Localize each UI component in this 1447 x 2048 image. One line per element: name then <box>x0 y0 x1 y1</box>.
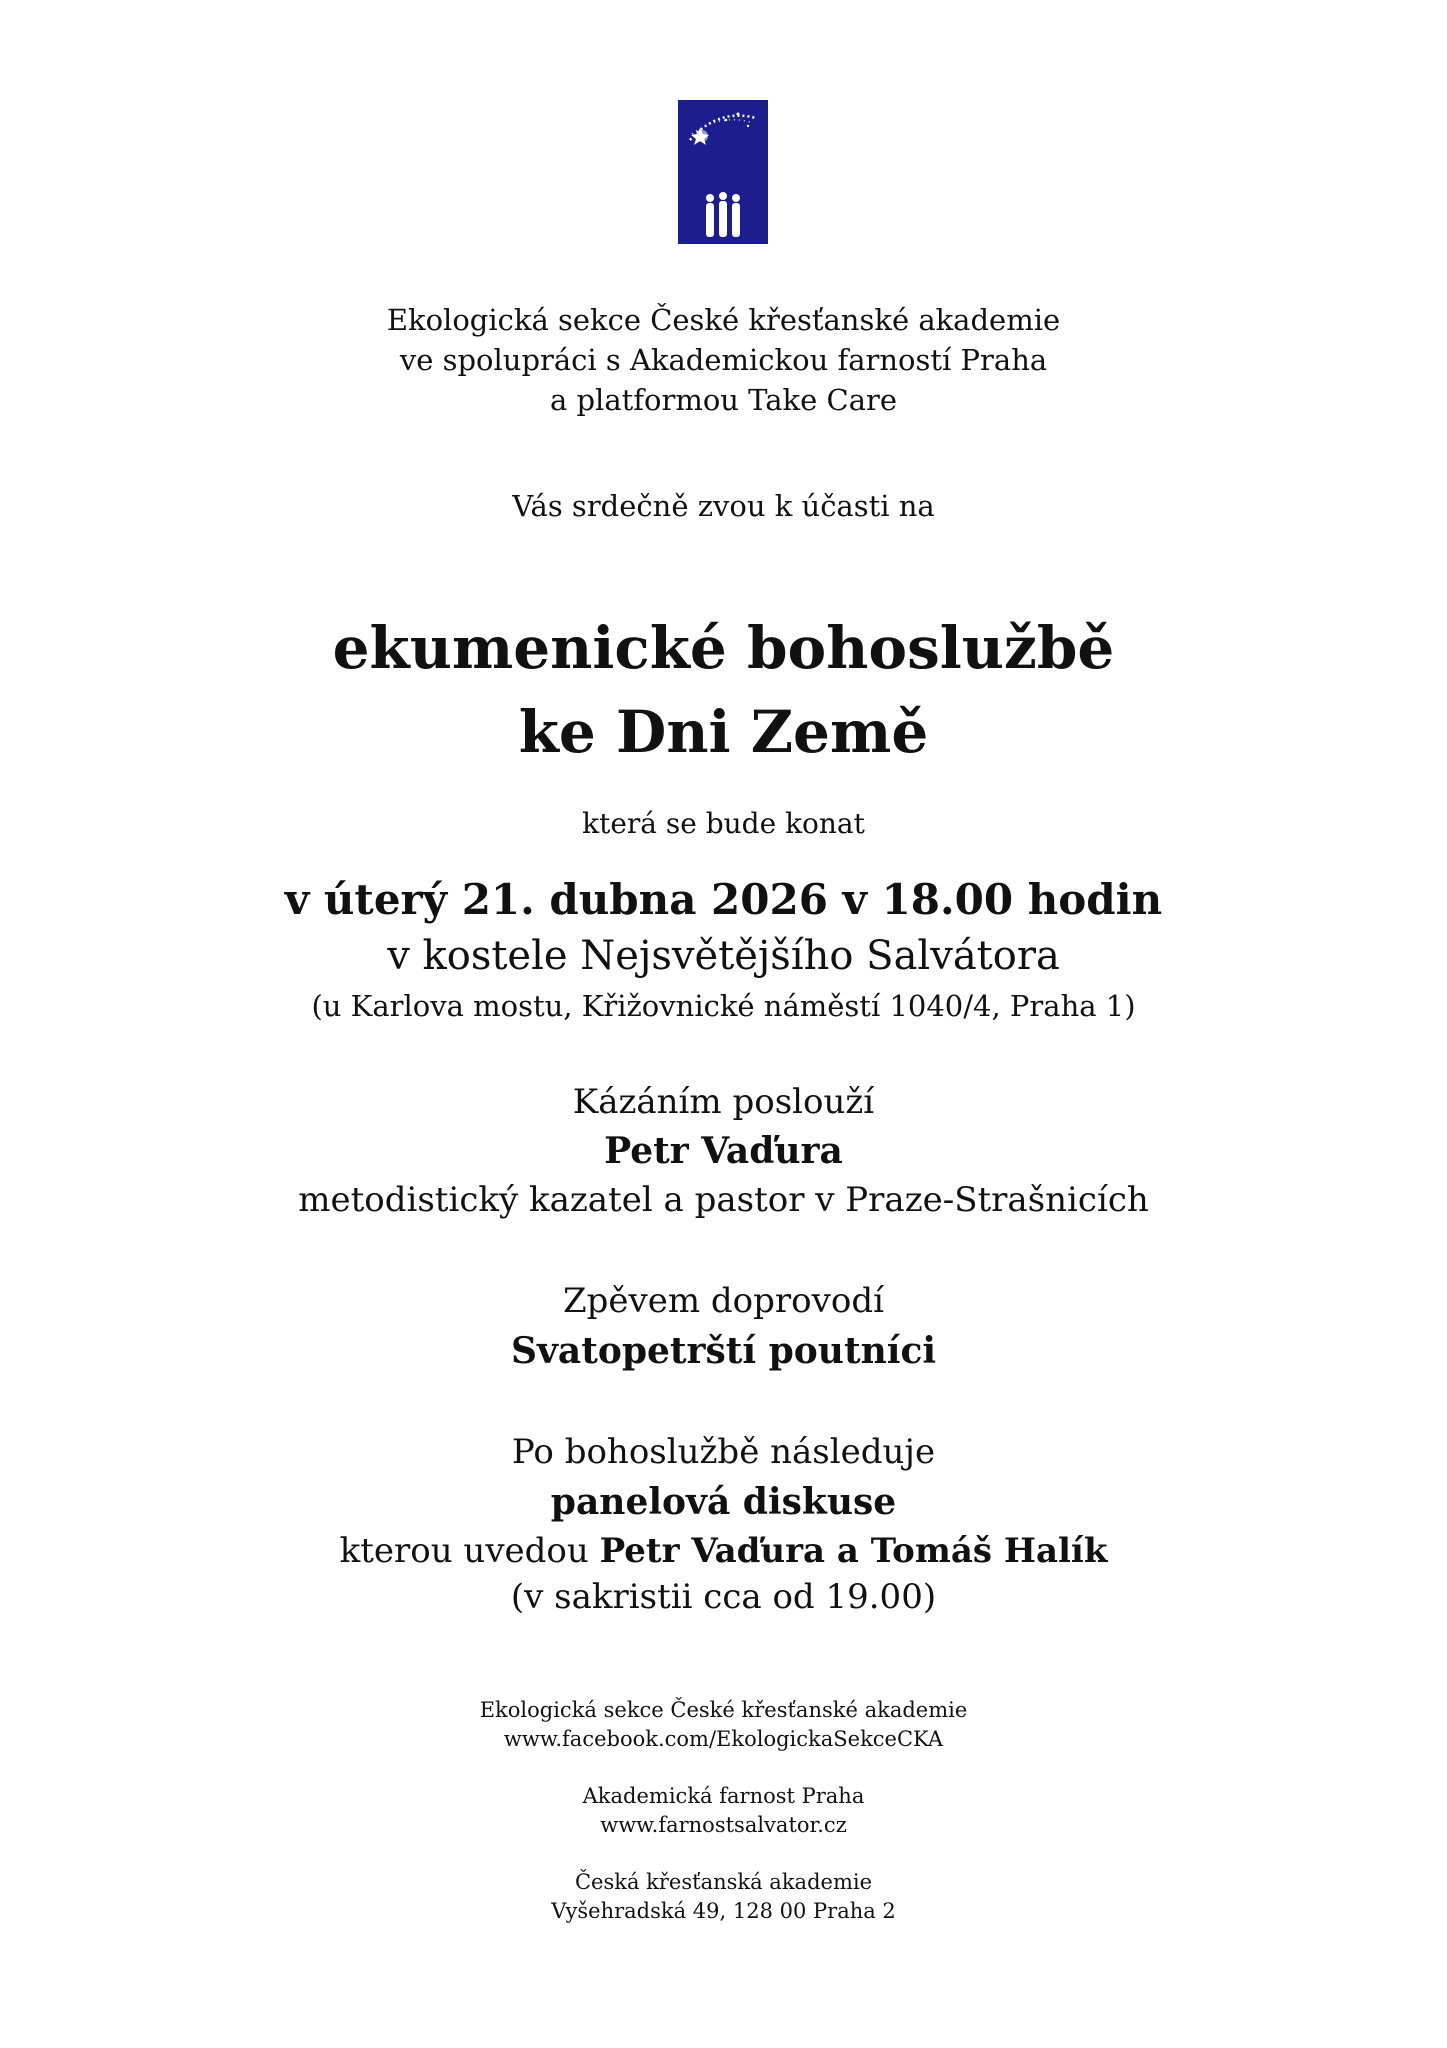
event-place: v kostele Nejsvětějšího Salvátora <box>387 933 1060 979</box>
panel-hosts-prefix: kterou uvedou <box>339 1531 589 1571</box>
footer-org1-web: www.facebook.com/EkologickaSekceCKA <box>503 1727 944 1751</box>
panel-name: panelová diskuse <box>550 1481 897 1523</box>
intro-line-1: Ekologická sekce České křesťanské akademie <box>386 303 1061 337</box>
singing-lead: Zpěvem doprovodí <box>563 1281 884 1321</box>
footer-org2-web: www.farnostsalvator.cz <box>600 1813 847 1837</box>
footer-org2-name: Akademická farnost Praha <box>582 1784 865 1808</box>
intro-line-2: ve spolupráci s Akademickou farností Praha <box>399 343 1048 377</box>
panel-when: (v sakristii cca od 19.00) <box>510 1577 937 1617</box>
sermon-role: metodistický kazatel a pastor v Praze-Strašnicích <box>298 1180 1149 1220</box>
sermon-name: Petr Vaďura <box>604 1130 843 1172</box>
event-lead: která se bude konat <box>582 807 865 840</box>
star-and-three-figures-logo-icon <box>678 100 768 244</box>
sermon-lead: Kázáním poslouží <box>572 1082 875 1122</box>
title-line-1: ekumenické bohoslužbě <box>332 614 1115 682</box>
singing-name: Svatopetrští poutníci <box>510 1330 937 1372</box>
panel-hosts-names: Petr Vaďura a Tomáš Halík <box>599 1531 1108 1571</box>
panel-lead: Po bohoslužbě následuje <box>511 1432 936 1472</box>
footer-org1-name: Ekologická sekce České křesťanské akademie <box>479 1698 968 1722</box>
intro-line-3: a platformou Take Care <box>549 383 898 417</box>
footer-org3-address: Vyšehradská 49, 128 00 Praha 2 <box>551 1899 896 1923</box>
invite-text: Vás srdečně zvou k účasti na <box>512 489 935 523</box>
title-line-2: ke Dni Země <box>518 698 929 766</box>
event-date: v úterý 21. dubna 2026 v 18.00 hodin <box>284 875 1163 924</box>
panel-hosts <box>0 1531 1447 1571</box>
footer-org3-name: Česká křesťanská akademie <box>574 1870 873 1894</box>
event-address: (u Karlova mostu, Křižovnické náměstí 1040/4, Praha 1) <box>311 989 1136 1023</box>
